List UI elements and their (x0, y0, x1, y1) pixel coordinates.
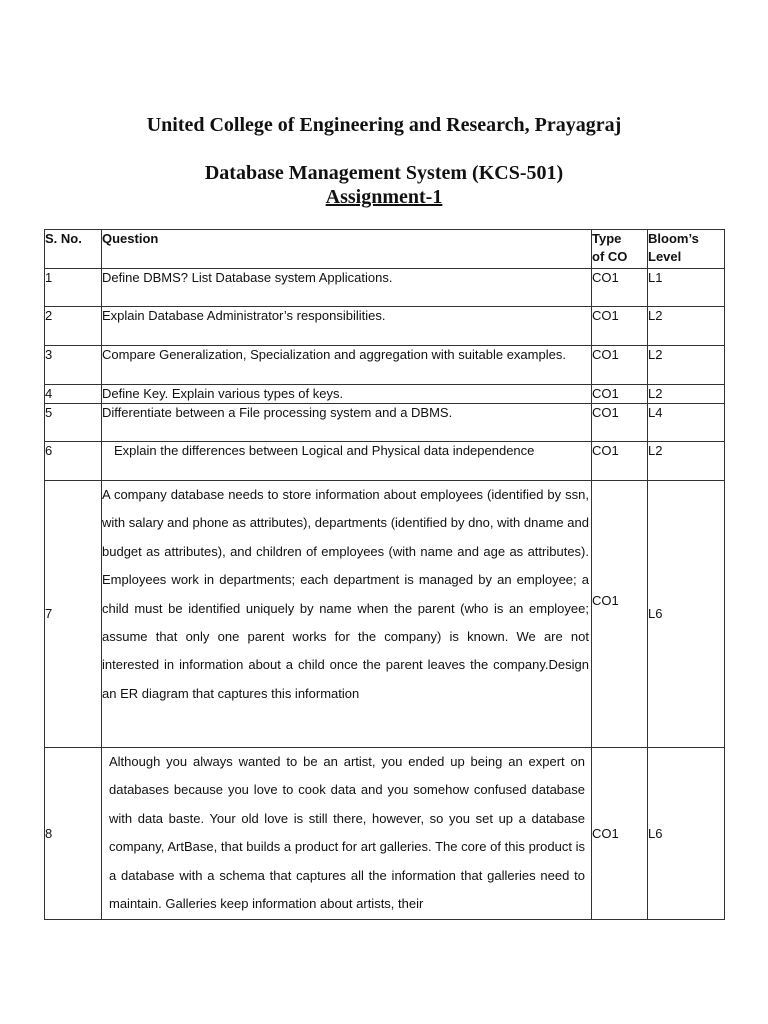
row-level: L1 (648, 269, 725, 307)
row-level: L4 (648, 404, 725, 442)
row-co: CO1 (592, 307, 648, 346)
row-sno: 6 (45, 442, 102, 481)
row-co: CO1 (592, 385, 648, 404)
row-sno: 1 (45, 269, 102, 307)
row-sno: 7 (45, 481, 102, 748)
row-sno: 3 (45, 346, 102, 385)
subject-title: Database Management System (KCS-501) (204, 162, 564, 184)
row-co: CO1 (592, 481, 648, 748)
row-co: CO1 (592, 748, 648, 920)
table-row (45, 481, 725, 748)
col-header-bloom-line2: Level (648, 249, 682, 264)
table-row (45, 307, 725, 346)
row-question-text: Although you always wanted to be an artist, you ended up being an expert on databases because you love to cook data and you somehow confused database with data baste. Your old love is still there, however, so you set up a database company, ArtBase, that builds a product for art galleries. The core of this product is a database with a schema that captures all the information that galleries need to maintain. Galleries keep information about artists, their (109, 754, 585, 912)
row-question: Explain Database Administrator’s responsibilities. (102, 307, 592, 346)
row-co: CO1 (592, 269, 648, 307)
col-header-type (592, 230, 648, 269)
college-title: United College of Engineering and Research, Prayagraj (146, 114, 622, 136)
row-sno: 5 (45, 404, 102, 442)
col-header-type-line2: of CO (592, 249, 628, 264)
table-header-row (45, 230, 725, 269)
col-header-bloom (648, 230, 725, 269)
row-question: Define DBMS? List Database system Applications. (102, 269, 592, 307)
row-question: Define Key. Explain various types of keys. (102, 385, 592, 404)
row-level: L6 (648, 481, 725, 748)
assignment-title: Assignment-1 (325, 186, 443, 208)
row-level: L2 (648, 385, 725, 404)
row-question (102, 748, 592, 920)
row-question: Differentiate between a File processing system and a DBMS. (102, 404, 592, 442)
row-level: L6 (648, 748, 725, 920)
row-level: L2 (648, 442, 725, 481)
row-level: L2 (648, 346, 725, 385)
row-co: CO1 (592, 404, 648, 442)
col-header-bloom-line1: Bloom’s (648, 231, 699, 246)
question-table (44, 229, 725, 920)
row-question (102, 481, 592, 748)
table-row (45, 346, 725, 385)
table-row (45, 269, 725, 307)
col-header-sno: S. No. (45, 230, 102, 269)
row-sno: 4 (45, 385, 102, 404)
row-sno: 2 (45, 307, 102, 346)
col-header-question: Question (102, 230, 592, 269)
table-row (45, 404, 725, 442)
col-header-type-line1: Type (592, 231, 622, 246)
row-level: L2 (648, 307, 725, 346)
row-question: Explain the differences between Logical and Physical data independence (102, 442, 592, 481)
table-row (45, 748, 725, 920)
row-question-text: A company database needs to store information about employees (identified by ssn, with salary and phone as attributes), departments (identified by dno, with dname and budget as attributes), and children of employees (with name and age as attributes). Employees work in departments; each department is managed by an employee; a child must be identified uniquely by name when the parent (who is an employee; assume that only one parent works for the company) is known. We are not interested in information about a child once the parent leaves the company.Design an ER diagram that captures this information (102, 487, 589, 701)
row-co: CO1 (592, 442, 648, 481)
row-sno: 8 (45, 748, 102, 920)
row-co: CO1 (592, 346, 648, 385)
table-row (45, 442, 725, 481)
table-row (45, 385, 725, 404)
row-question: Compare Generalization, Specialization and aggregation with suitable examples. (102, 346, 592, 385)
